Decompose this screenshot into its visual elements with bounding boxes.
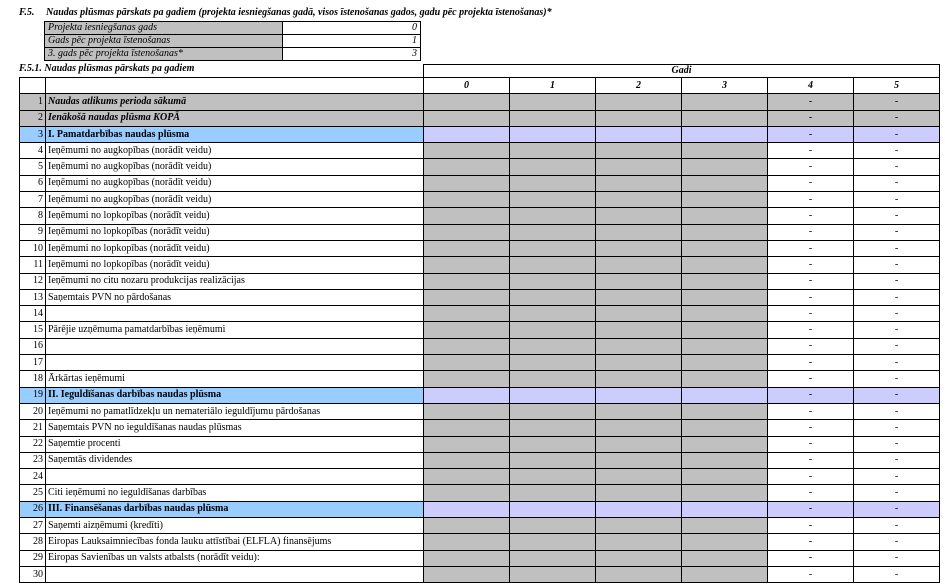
table-row	[20, 469, 940, 485]
year-cell[interactable]	[682, 566, 768, 582]
year-cell[interactable]	[424, 436, 510, 452]
year-cell[interactable]: -	[768, 452, 854, 468]
year-cell[interactable]	[682, 501, 768, 517]
table-row	[20, 420, 940, 436]
year-cell[interactable]: -	[854, 355, 940, 371]
row-label: Saņemtais PVN no ieguldīšanas naudas plūsmas	[46, 420, 424, 436]
year-cell[interactable]: -	[854, 550, 940, 566]
header-blank	[20, 65, 46, 78]
year-cell[interactable]: -	[768, 159, 854, 175]
table-row	[20, 534, 940, 550]
row-number: 6	[20, 175, 46, 191]
year-cell[interactable]	[682, 224, 768, 240]
year-cell[interactable]	[682, 436, 768, 452]
row-label: Ārkārtas ieņēmumi	[46, 371, 424, 387]
table-row	[20, 273, 940, 289]
year-cell[interactable]	[510, 257, 596, 273]
year-cell[interactable]	[424, 355, 510, 371]
row-label: Ieņēmumi no lopkopības (norādīt veidu)	[46, 257, 424, 273]
year-cell[interactable]	[510, 143, 596, 159]
year-cell[interactable]	[682, 208, 768, 224]
year-cell[interactable]	[510, 452, 596, 468]
year-cell[interactable]	[424, 485, 510, 501]
year-header: 1	[510, 78, 596, 94]
year-cell[interactable]: -	[768, 192, 854, 208]
year-cell[interactable]: -	[854, 436, 940, 452]
section-code: F.5.	[19, 7, 35, 18]
year-cell[interactable]: -	[854, 566, 940, 582]
section-heading: Naudas plūsmas pārskats pa gadiem (projekta iesniegšanas gadā, visos īstenošanas gados, gadu pēc projekta īstenošanas)*	[46, 7, 552, 18]
row-number: 29	[20, 550, 46, 566]
year-cell[interactable]	[682, 159, 768, 175]
year-cell[interactable]	[424, 566, 510, 582]
year-cell[interactable]	[510, 273, 596, 289]
year-cell[interactable]	[510, 566, 596, 582]
table-row	[20, 289, 940, 305]
year-cell[interactable]	[424, 192, 510, 208]
year-cell[interactable]	[510, 224, 596, 240]
row-number: 13	[20, 289, 46, 305]
year-cell[interactable]	[596, 452, 682, 468]
year-cell[interactable]	[510, 110, 596, 126]
year-cell[interactable]	[596, 322, 682, 338]
year-cell[interactable]	[510, 371, 596, 387]
row-label: Saņemtās dividendes	[46, 452, 424, 468]
row-label	[46, 355, 424, 371]
year-cell[interactable]: -	[768, 289, 854, 305]
row-number: 23	[20, 452, 46, 468]
year-cell[interactable]	[424, 240, 510, 256]
row-number: 7	[20, 192, 46, 208]
year-cell[interactable]	[682, 403, 768, 419]
year-cell[interactable]	[682, 110, 768, 126]
year-cell[interactable]: -	[854, 143, 940, 159]
year-cell[interactable]	[682, 306, 768, 322]
row-number: 14	[20, 306, 46, 322]
year-cell[interactable]: -	[768, 143, 854, 159]
year-cell[interactable]: -	[854, 94, 940, 110]
table-row	[20, 485, 940, 501]
year-cell[interactable]: -	[768, 518, 854, 534]
row-number: 9	[20, 224, 46, 240]
year-cell[interactable]	[510, 240, 596, 256]
year-cell[interactable]: -	[854, 403, 940, 419]
year-cell[interactable]: -	[854, 534, 940, 550]
year-cell[interactable]	[424, 371, 510, 387]
year-cell[interactable]	[682, 273, 768, 289]
year-cell[interactable]: -	[768, 420, 854, 436]
year-cell[interactable]	[596, 338, 682, 354]
year-cell[interactable]	[596, 387, 682, 403]
row-label: Ienākošā naudas plūsma KOPĀ	[46, 110, 424, 126]
year-cell[interactable]: -	[854, 452, 940, 468]
year-header: 5	[854, 78, 940, 94]
year-cell[interactable]	[596, 94, 682, 110]
year-cell[interactable]	[510, 94, 596, 110]
row-label: Ieņēmumi no lopkopības (norādīt veidu)	[46, 240, 424, 256]
row-number: 4	[20, 143, 46, 159]
row-label: Ieņēmumi no augkopības (norādīt veidu)	[46, 143, 424, 159]
year-cell[interactable]: -	[854, 257, 940, 273]
year-cell[interactable]	[682, 518, 768, 534]
year-cell[interactable]	[424, 338, 510, 354]
year-cell[interactable]	[596, 126, 682, 142]
year-cell[interactable]	[596, 143, 682, 159]
year-cell[interactable]	[424, 420, 510, 436]
year-cell[interactable]	[596, 240, 682, 256]
year-cell[interactable]	[682, 240, 768, 256]
row-number: 19	[20, 387, 46, 403]
param-value[interactable]: 3	[283, 48, 421, 61]
row-label: Pārējie uzņēmuma pamatdarbības ieņēmumi	[46, 322, 424, 338]
table-row	[20, 224, 940, 240]
years-header-row	[20, 65, 940, 78]
year-cell[interactable]	[510, 355, 596, 371]
param-label: 3. gads pēc projekta īstenošanas*	[45, 48, 283, 61]
table-row	[20, 501, 940, 517]
row-number: 18	[20, 371, 46, 387]
year-cell[interactable]	[424, 387, 510, 403]
year-cell[interactable]	[424, 273, 510, 289]
table-row	[20, 208, 940, 224]
year-cell[interactable]	[510, 403, 596, 419]
row-label: Ieņēmumi no augkopības (norādīt veidu)	[46, 159, 424, 175]
year-cell[interactable]	[424, 501, 510, 517]
year-cell[interactable]	[510, 436, 596, 452]
year-cell[interactable]	[424, 469, 510, 485]
year-cell[interactable]	[596, 306, 682, 322]
year-cell[interactable]	[510, 322, 596, 338]
year-cell[interactable]: -	[768, 436, 854, 452]
year-cell[interactable]	[596, 566, 682, 582]
year-cell[interactable]: -	[768, 306, 854, 322]
row-label: Naudas atlikums perioda sākumā	[46, 94, 424, 110]
year-cell[interactable]: -	[768, 126, 854, 142]
row-number: 26	[20, 501, 46, 517]
row-label: III. Finansēšanas darbības naudas plūsma	[46, 501, 424, 517]
year-cell[interactable]: -	[768, 322, 854, 338]
year-cell[interactable]	[682, 322, 768, 338]
project-params-table	[44, 21, 421, 61]
year-cell[interactable]	[596, 469, 682, 485]
year-cell[interactable]	[510, 501, 596, 517]
table-row	[20, 159, 940, 175]
row-number: 3	[20, 126, 46, 142]
row-label: Citi ieņēmumi no ieguldīšanas darbības	[46, 485, 424, 501]
table-row	[20, 143, 940, 159]
year-cell[interactable]	[596, 208, 682, 224]
table-row	[20, 175, 940, 191]
year-cell[interactable]: -	[768, 240, 854, 256]
year-cell[interactable]: -	[854, 485, 940, 501]
year-cell[interactable]: -	[854, 387, 940, 403]
year-cell[interactable]	[510, 518, 596, 534]
year-cell[interactable]	[596, 224, 682, 240]
year-cell[interactable]	[424, 534, 510, 550]
table-row	[20, 355, 940, 371]
year-cell[interactable]	[510, 338, 596, 354]
cash-flow-table	[19, 64, 940, 583]
year-cell[interactable]	[596, 534, 682, 550]
table-row	[20, 387, 940, 403]
year-cell[interactable]	[424, 518, 510, 534]
year-cell[interactable]	[510, 208, 596, 224]
param-value[interactable]: 1	[283, 35, 421, 48]
param-row	[45, 22, 421, 35]
year-cell[interactable]: -	[768, 371, 854, 387]
year-cell[interactable]: -	[768, 387, 854, 403]
year-cell[interactable]: -	[854, 289, 940, 305]
year-cell[interactable]: -	[854, 518, 940, 534]
row-label: Ieņēmumi no pamatlīdzekļu un nemateriālo ieguldījumu pārdošanas	[46, 403, 424, 419]
year-cell[interactable]	[510, 159, 596, 175]
year-cell[interactable]	[682, 550, 768, 566]
year-cell[interactable]: -	[854, 273, 940, 289]
year-cell[interactable]: -	[854, 175, 940, 191]
year-cell[interactable]: -	[768, 273, 854, 289]
year-cell[interactable]	[596, 273, 682, 289]
year-cell[interactable]	[424, 159, 510, 175]
row-number: 2	[20, 110, 46, 126]
year-cell[interactable]	[596, 436, 682, 452]
param-row	[45, 48, 421, 61]
year-cell[interactable]	[424, 110, 510, 126]
year-cell[interactable]	[682, 452, 768, 468]
table-row	[20, 126, 940, 142]
year-cell[interactable]: -	[854, 501, 940, 517]
year-cell[interactable]: -	[768, 566, 854, 582]
year-cell[interactable]	[424, 403, 510, 419]
table-row	[20, 322, 940, 338]
year-cell[interactable]: -	[768, 469, 854, 485]
year-cell[interactable]	[596, 485, 682, 501]
year-cell[interactable]	[510, 420, 596, 436]
row-number: 15	[20, 322, 46, 338]
row-label: Eiropas Lauksaimniecības fonda lauku attīstībai (ELFLA) finansējums	[46, 534, 424, 550]
year-cell[interactable]: -	[768, 175, 854, 191]
year-cell[interactable]	[682, 257, 768, 273]
year-cell[interactable]: -	[854, 224, 940, 240]
year-cell[interactable]: -	[768, 257, 854, 273]
label-header	[46, 78, 424, 94]
year-cell[interactable]: -	[854, 240, 940, 256]
table-row	[20, 110, 940, 126]
years-header: Gadi	[424, 65, 940, 78]
year-cell[interactable]	[682, 534, 768, 550]
row-label	[46, 306, 424, 322]
row-number: 8	[20, 208, 46, 224]
year-cell[interactable]	[424, 550, 510, 566]
year-cell[interactable]	[510, 387, 596, 403]
year-cell[interactable]: -	[854, 159, 940, 175]
year-cell[interactable]	[596, 289, 682, 305]
row-label: Saņemtie procenti	[46, 436, 424, 452]
header-blank	[46, 65, 424, 78]
year-cell[interactable]	[596, 550, 682, 566]
year-cell[interactable]	[682, 469, 768, 485]
param-value[interactable]: 0	[283, 22, 421, 35]
year-cell[interactable]	[682, 126, 768, 142]
row-number: 1	[20, 94, 46, 110]
row-label: I. Pamatdarbības naudas plūsma	[46, 126, 424, 142]
year-cell[interactable]	[682, 338, 768, 354]
row-label: Ieņēmumi no citu nozaru produkcijas realizācijas	[46, 273, 424, 289]
year-cell[interactable]: -	[768, 94, 854, 110]
year-cell[interactable]	[424, 257, 510, 273]
row-label	[46, 566, 424, 582]
year-cell[interactable]: -	[854, 338, 940, 354]
year-cell[interactable]	[510, 485, 596, 501]
row-label	[46, 338, 424, 354]
row-label: Ieņēmumi no augkopības (norādīt veidu)	[46, 192, 424, 208]
year-cell[interactable]: -	[854, 420, 940, 436]
table-row	[20, 566, 940, 582]
year-cell[interactable]: -	[768, 355, 854, 371]
year-cell[interactable]	[682, 289, 768, 305]
year-header: 2	[596, 78, 682, 94]
row-number: 24	[20, 469, 46, 485]
year-cell[interactable]: -	[854, 371, 940, 387]
year-cell[interactable]	[510, 550, 596, 566]
row-label: Ieņēmumi no augkopības (norādīt veidu)	[46, 175, 424, 191]
year-cell[interactable]	[596, 420, 682, 436]
table-row	[20, 452, 940, 468]
table-row	[20, 240, 940, 256]
year-cell[interactable]	[682, 387, 768, 403]
table-row	[20, 436, 940, 452]
table-row	[20, 192, 940, 208]
row-number: 11	[20, 257, 46, 273]
year-cell[interactable]	[596, 371, 682, 387]
years-row	[20, 78, 940, 94]
row-number: 27	[20, 518, 46, 534]
year-cell[interactable]	[596, 403, 682, 419]
year-cell[interactable]: -	[768, 208, 854, 224]
year-cell[interactable]	[682, 420, 768, 436]
year-cell[interactable]	[682, 192, 768, 208]
row-label: Ieņēmumi no lopkopības (norādīt veidu)	[46, 208, 424, 224]
year-cell[interactable]: -	[854, 126, 940, 142]
year-cell[interactable]: -	[768, 534, 854, 550]
row-label: Saņemti aizņēmumi (kredīti)	[46, 518, 424, 534]
row-label: Ieņēmumi no lopkopības (norādīt veidu)	[46, 224, 424, 240]
year-cell[interactable]	[424, 289, 510, 305]
year-cell[interactable]: -	[854, 192, 940, 208]
year-cell[interactable]	[424, 224, 510, 240]
year-cell[interactable]: -	[768, 485, 854, 501]
year-cell[interactable]: -	[854, 469, 940, 485]
year-cell[interactable]	[510, 469, 596, 485]
year-cell[interactable]: -	[768, 338, 854, 354]
year-cell[interactable]	[424, 452, 510, 468]
year-cell[interactable]: -	[768, 110, 854, 126]
year-cell[interactable]	[424, 322, 510, 338]
row-number: 5	[20, 159, 46, 175]
table-row	[20, 94, 940, 110]
table-row	[20, 306, 940, 322]
year-cell[interactable]	[682, 175, 768, 191]
row-label: Saņemtais PVN no pārdošanas	[46, 289, 424, 305]
row-number: 16	[20, 338, 46, 354]
year-cell[interactable]	[510, 126, 596, 142]
year-cell[interactable]	[424, 94, 510, 110]
year-cell[interactable]	[596, 192, 682, 208]
table-row	[20, 371, 940, 387]
row-label	[46, 469, 424, 485]
year-cell[interactable]	[682, 94, 768, 110]
row-number: 21	[20, 420, 46, 436]
year-cell[interactable]	[424, 143, 510, 159]
year-cell[interactable]	[424, 126, 510, 142]
table-row	[20, 403, 940, 419]
year-cell[interactable]	[424, 306, 510, 322]
row-number: 22	[20, 436, 46, 452]
year-cell[interactable]	[682, 355, 768, 371]
row-number: 20	[20, 403, 46, 419]
table-row	[20, 550, 940, 566]
table-row	[20, 518, 940, 534]
year-cell[interactable]	[510, 192, 596, 208]
year-cell[interactable]	[682, 371, 768, 387]
year-cell[interactable]	[510, 534, 596, 550]
year-cell[interactable]	[596, 159, 682, 175]
year-cell[interactable]	[510, 306, 596, 322]
subsection-title: F.5.1. Naudas plūsmas pārskats pa gadiem	[19, 63, 195, 74]
row-number: 25	[20, 485, 46, 501]
row-label: II. Ieguldīšanas darbības naudas plūsma	[46, 387, 424, 403]
year-header: 4	[768, 78, 854, 94]
year-cell[interactable]: -	[768, 501, 854, 517]
row-num-header	[20, 78, 46, 94]
param-row	[45, 35, 421, 48]
year-cell[interactable]: -	[768, 224, 854, 240]
year-cell[interactable]	[596, 257, 682, 273]
year-cell[interactable]	[596, 175, 682, 191]
year-cell[interactable]: -	[768, 403, 854, 419]
year-cell[interactable]	[682, 143, 768, 159]
table-row	[20, 338, 940, 354]
year-cell[interactable]: -	[854, 110, 940, 126]
row-number: 28	[20, 534, 46, 550]
year-cell[interactable]	[510, 175, 596, 191]
year-cell[interactable]: -	[854, 208, 940, 224]
year-cell[interactable]: -	[768, 550, 854, 566]
row-number: 12	[20, 273, 46, 289]
year-cell[interactable]	[424, 208, 510, 224]
year-cell[interactable]	[596, 355, 682, 371]
row-number: 30	[20, 566, 46, 582]
year-cell[interactable]: -	[854, 306, 940, 322]
year-cell[interactable]	[596, 518, 682, 534]
year-cell[interactable]	[424, 175, 510, 191]
year-cell[interactable]	[596, 501, 682, 517]
year-header: 0	[424, 78, 510, 94]
row-number: 10	[20, 240, 46, 256]
table-row	[20, 257, 940, 273]
year-cell[interactable]	[596, 110, 682, 126]
year-cell[interactable]	[682, 485, 768, 501]
param-label: Gads pēc projekta īstenošanas	[45, 35, 283, 48]
row-label: Eiropas Savienības un valsts atbalsts (norādīt veidu):	[46, 550, 424, 566]
row-number: 17	[20, 355, 46, 371]
year-cell[interactable]: -	[854, 322, 940, 338]
param-label: Projekta iesniegšanas gads	[45, 22, 283, 35]
year-header: 3	[682, 78, 768, 94]
year-cell[interactable]	[510, 289, 596, 305]
